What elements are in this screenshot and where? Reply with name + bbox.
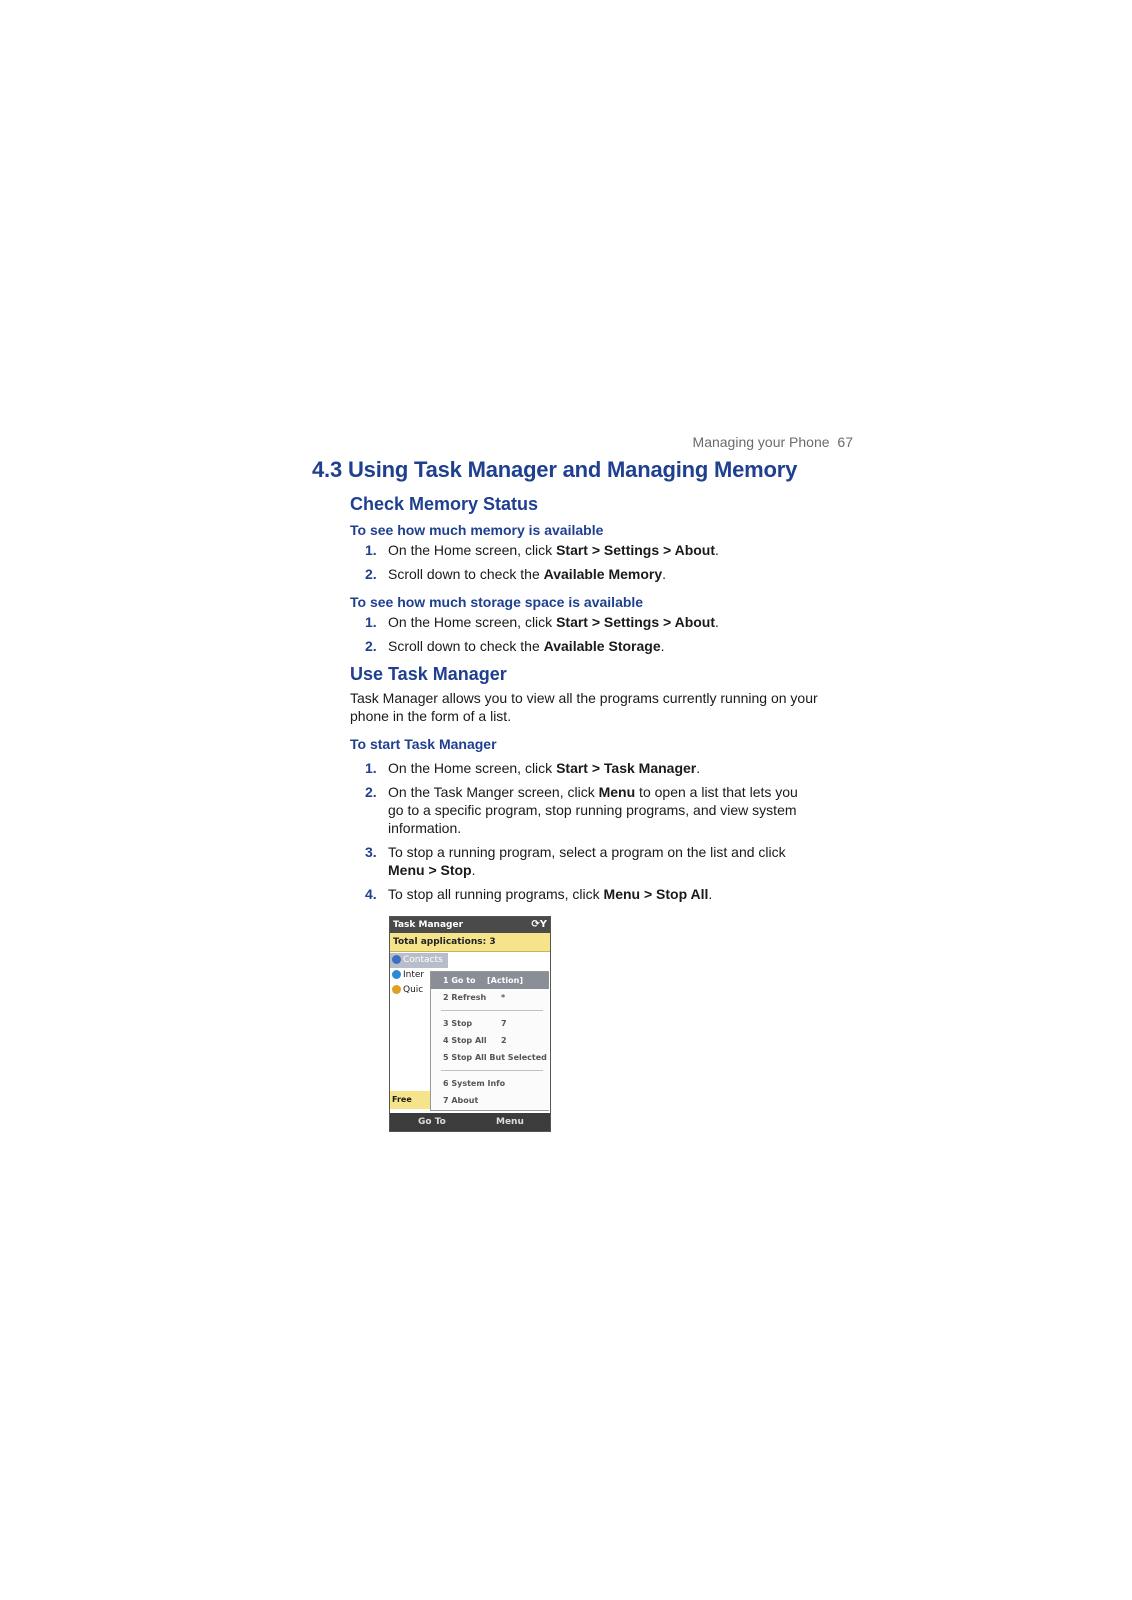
task-step-1: 1. On the Home screen, click Start > Task Manager. <box>365 760 701 776</box>
internet-explorer-icon <box>392 970 401 979</box>
section-title-text: Using Task Manager and Managing Memory <box>347 457 798 482</box>
step-number: 2. <box>365 638 377 654</box>
menu-stop-all-but-selected[interactable]: 5 Stop All But Selected <box>443 1053 547 1062</box>
menu-stop-all[interactable]: 4 Stop All 2 <box>443 1036 507 1045</box>
storage-subheading: To see how much storage space is available <box>350 594 644 610</box>
app-item-contacts[interactable]: Contacts <box>390 953 448 968</box>
quick-list-icon <box>392 985 401 994</box>
app-item-quick[interactable]: Quic <box>390 983 430 998</box>
softkey-menu[interactable]: Menu <box>496 1117 524 1127</box>
page-number: 67 <box>837 434 853 450</box>
start-task-manager-subheading: To start Task Manager <box>350 736 497 752</box>
application-list <box>390 953 443 1109</box>
app-item-internet[interactable]: Inter <box>390 968 430 983</box>
ui-path: Start > Settings > About <box>556 542 716 558</box>
contacts-icon <box>392 955 401 964</box>
menu-about[interactable]: 7 About <box>443 1096 479 1105</box>
ui-path: Start > Settings > About <box>556 614 716 630</box>
step-number: 4. <box>365 886 377 902</box>
step-number: 1. <box>365 542 377 558</box>
task-manager-screenshot <box>389 916 551 1132</box>
phone-title: Task Manager <box>393 920 464 930</box>
ui-label: Available Storage <box>543 638 661 654</box>
menu-divider <box>441 1010 543 1011</box>
section-number: 4.3 <box>312 457 342 482</box>
ui-label: Menu <box>598 784 636 800</box>
menu-divider <box>441 1070 543 1071</box>
memory-subheading: To see how much memory is available <box>350 522 604 538</box>
softkey-go-to[interactable]: Go To <box>418 1117 446 1127</box>
menu-go-to[interactable]: 1 Go to [Action] <box>431 972 549 989</box>
ui-label: Available Memory <box>543 566 663 582</box>
task-manager-heading: Use Task Manager <box>350 664 507 684</box>
memory-step-2: 2. Scroll down to check the Available Memory. <box>365 566 667 582</box>
section-title <box>312 457 797 483</box>
storage-step-1: 1. On the Home screen, click Start > Settings > About. <box>365 614 719 630</box>
step-number: 2. <box>365 566 377 582</box>
running-header-text: Managing your Phone <box>692 434 830 450</box>
phone-softkey-bar <box>390 1113 550 1131</box>
total-applications: Total applications: 3 <box>390 933 550 952</box>
ui-path: Menu > Stop All <box>603 886 709 902</box>
task-step-4: 4. To stop all running programs, click Menu > Stop All. <box>365 886 713 902</box>
storage-step-2: 2. Scroll down to check the Available Storage. <box>365 638 665 654</box>
signal-status-icon: ⟳Y <box>531 919 547 930</box>
memory-step-1: 1. On the Home screen, click Start > Settings > About. <box>365 542 719 558</box>
step-number: 2. <box>365 784 377 800</box>
phone-context-menu <box>430 971 549 1111</box>
check-memory-heading: Check Memory Status <box>350 494 539 514</box>
menu-system-info[interactable]: 6 System Info <box>443 1079 506 1088</box>
ui-path: Start > Task Manager <box>556 760 697 776</box>
step-number: 3. <box>365 844 377 860</box>
step-number: 1. <box>365 614 377 630</box>
task-step-2: 2. On the Task Manger screen, click Menu to open a list that lets you go to a specific program, stop running programs, and view system information. <box>365 784 798 836</box>
phone-title-bar <box>390 917 550 933</box>
task-step-3: 3. To stop a running program, select a program on the list and click Menu > Stop. <box>365 844 786 878</box>
menu-stop[interactable]: 3 Stop 7 <box>443 1019 507 1028</box>
step-number: 1. <box>365 760 377 776</box>
free-memory-bar: Free <box>390 1091 432 1109</box>
ui-path: Menu > Stop <box>388 862 472 878</box>
task-manager-intro: Task Manager allows you to view all the programs currently running on your phone in the form of a list. <box>350 690 818 724</box>
running-header <box>580 434 853 450</box>
menu-refresh[interactable]: 2 Refresh * <box>443 993 506 1002</box>
